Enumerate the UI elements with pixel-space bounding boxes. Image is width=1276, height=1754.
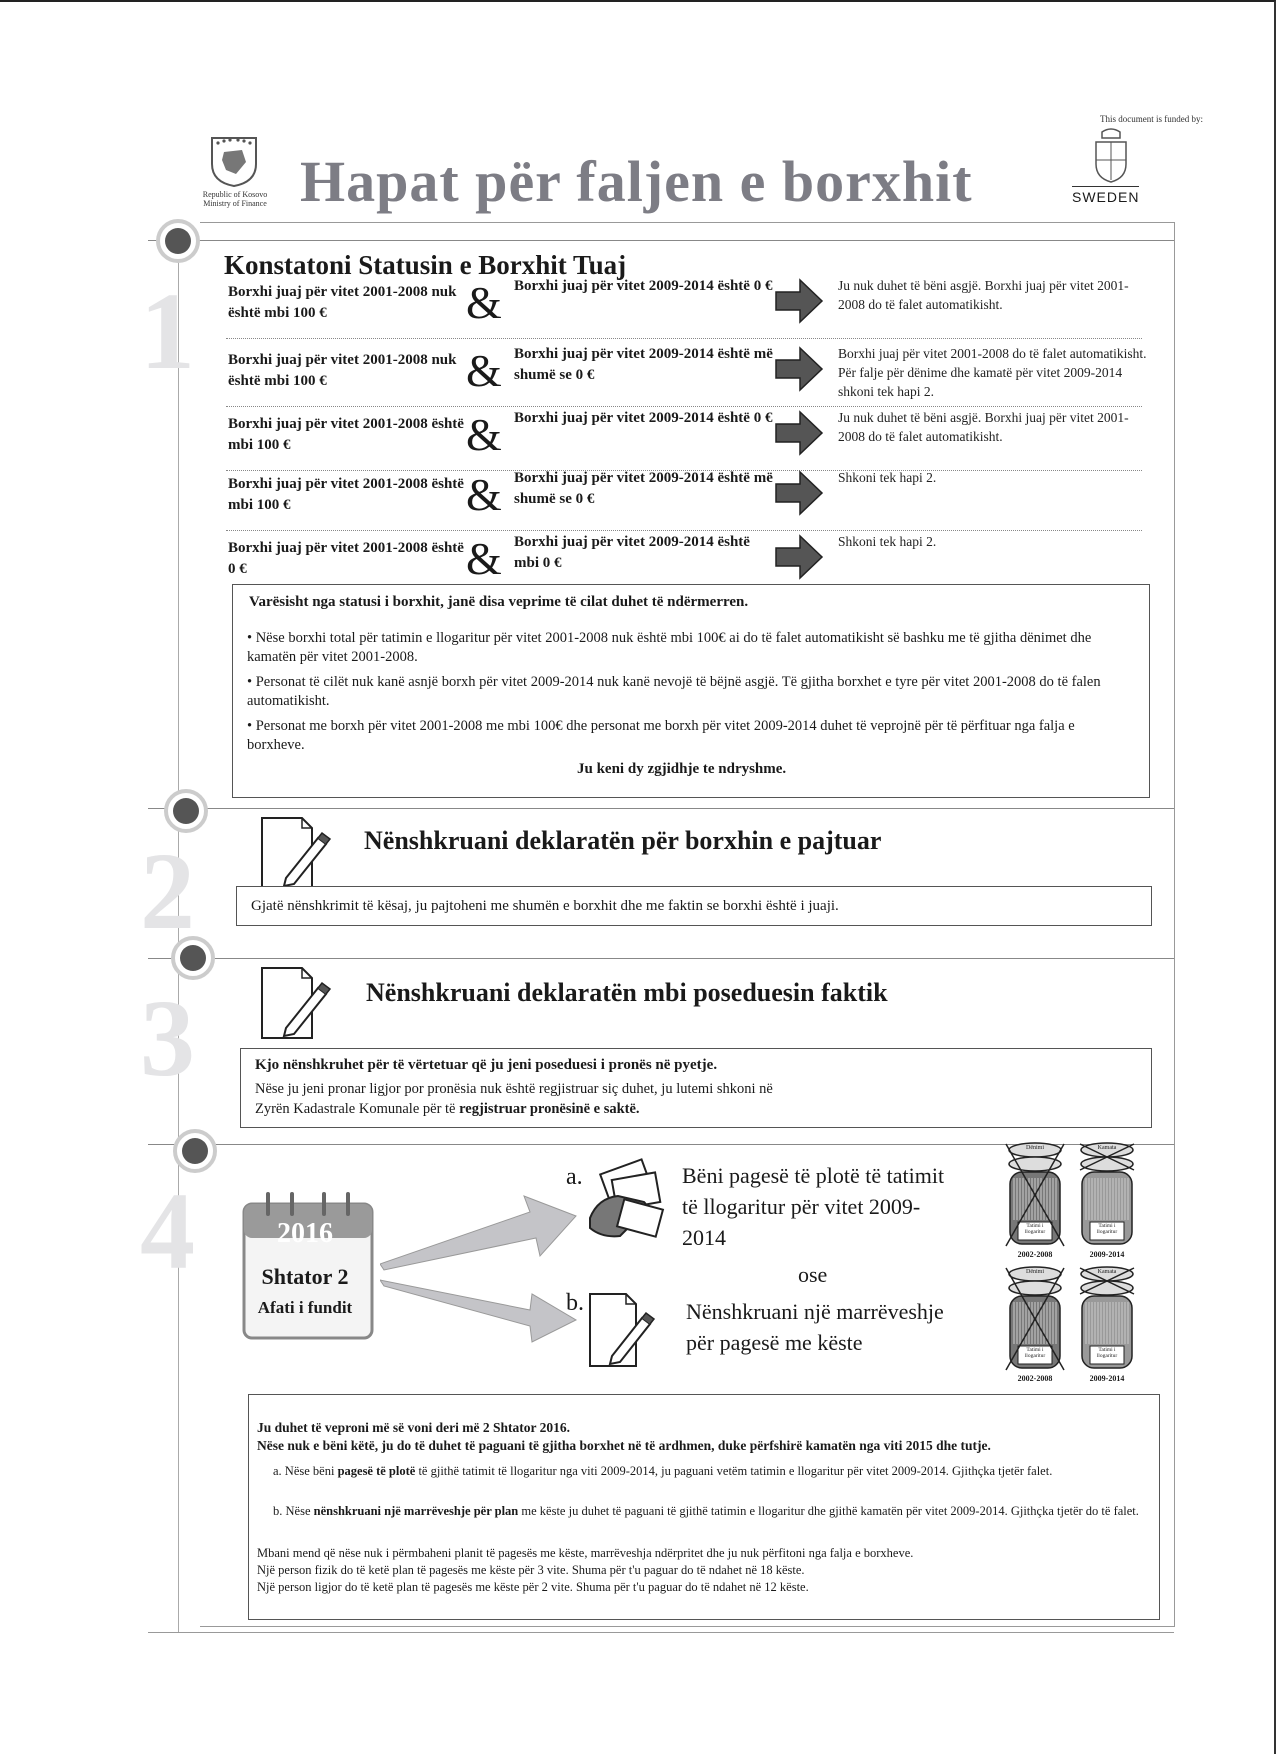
step3-note-line2: Zyrën Kadastrale Komunale për të regjistruar pronësinë e saktë. (255, 1101, 640, 1117)
jar-year-label: 2009-2014 (1089, 1250, 1125, 1259)
step-number-4: 4 (140, 1170, 195, 1292)
ministry-line-1: Republic of Kosovo (202, 190, 268, 199)
row-separator (226, 530, 1142, 531)
jar-year-label: 2002-2008 (1017, 1374, 1053, 1383)
jar-bottom-label: Tatimi i llogaritur (1096, 1347, 1118, 1359)
step1-divider (148, 240, 1174, 241)
jar-bottom-label: Tatimi i llogaritur (1024, 1347, 1046, 1359)
ampersand-symbol: & (466, 277, 502, 328)
jar-top-label: Dënimi (1026, 1145, 1044, 1151)
calendar-date: Shtator 2 (261, 1264, 349, 1289)
step4-info-box (248, 1394, 1160, 1620)
document-pencil-icon (256, 962, 336, 1044)
jar-year-label: 2002-2008 (1017, 1250, 1053, 1259)
or-text: ose (798, 1262, 828, 1287)
status-condition-2009-2014: Borxhi juaj për vitet 2009-2014 është 0 € (514, 410, 773, 426)
row-separator (226, 338, 1142, 339)
final-option-b: b. Nëse nënshkruani një marrëveshje për plan me këste ju duhet të paguani të gjithë tatimin e llogaritur dhe gjithë kamatën për vitet 2009-2014. Gjithçka tjetër do të falet. (273, 1504, 1139, 1518)
jar-bottom-label: Tatimi i llogaritur (1096, 1223, 1118, 1235)
right-arrow-icon (774, 346, 824, 392)
funded-by-label: This document is funded by: (1100, 114, 1203, 124)
status-condition-2001-2008: Borxhi juaj për vitet 2001-2008 nuk është mbi 100 € (228, 352, 457, 389)
option-b-label: b. (566, 1290, 584, 1316)
status-action: Ju nuk duhet të bëni asgjë. Borxhi juaj për vitet 2001-2008 do të falet automatikisht. (838, 410, 1129, 444)
info-bullet-2: • Personat të cilët nuk kanë asnjë borxh për vitet 2009-2014 nuk kanë nevojë të bëjnë asgjë. Të gjitha borxhet e tyre për vitet 2001-2008 do të falen automatikisht. (247, 674, 1101, 709)
step1-title: Konstatoni Statusin e Borxhit Tuaj (224, 250, 627, 280)
deadline-line-2: Nëse nuk e bëni këtë, ju do të duhet të paguani të gjitha borxhet në të ardhmen, duke përfshirë kamatën nga viti 2015 dhe tutje. (257, 1438, 991, 1453)
calendar-year: 2016 (277, 1218, 333, 1249)
jar-top-label: Kamata (1097, 1269, 1117, 1275)
jar-top-label: Kamata (1097, 1145, 1117, 1151)
step4-deadline-text (257, 1419, 1153, 1455)
status-condition-2001-2008: Borxhi juaj për vitet 2001-2008 është 0 € (228, 540, 464, 577)
right-arrow-icon (774, 410, 824, 456)
timeline-dot-1 (155, 218, 201, 264)
status-condition-2009-2014: Borxhi juaj për vitet 2009-2014 është më shumë se 0 € (514, 346, 773, 383)
info-bullet-1: • Nëse borxhi total për tatimin e llogaritur për vitet 2001-2008 nuk është mbi 100€ ai do të falet automatikisht së bashku me të gjitha dënimet dhe kamatën për vitet 2001-2008. (247, 630, 1092, 665)
ministry-line-2: Ministry of Finance (203, 199, 267, 208)
status-action: Borxhi juaj për vitet 2001-2008 do të falet automatikisht. Për falje për dënime dhe kamatë për vitet 2009-2014 shkoni tek hapi 2. (838, 346, 1147, 399)
page-title: Hapat për faljen e borxhit (300, 149, 973, 214)
document-pencil-icon (586, 1290, 658, 1372)
step1-info-box (232, 584, 1150, 798)
right-arrow-icon (774, 470, 824, 516)
step2-divider (148, 808, 1174, 809)
step3-title: Nënshkruani deklaratën mbi poseduesin faktik (366, 978, 888, 1007)
status-action: Shkoni tek hapi 2. (838, 470, 937, 485)
money-hand-icon (584, 1158, 676, 1246)
step3-note-line1: Nëse ju jeni pronar ligjor por pronësia nuk është regjistruar siç duhet, ju lutemi shkoni në (255, 1081, 773, 1097)
jar-year-label: 2009-2014 (1089, 1374, 1125, 1383)
info-bullet-3: • Personat me borxh për vitet 2001-2008 me mbi 100€ dhe personat me borxh për vitet 2009-2014 duhet të veprojnë për të përfituar nga falja e borxheve. (247, 718, 1075, 753)
sweden-crest-icon (1090, 126, 1132, 184)
step3-note-bold: Kjo nënshkruhet për të vërtetuar që ju jeni poseduesi i pronës në pyetje. (255, 1057, 718, 1073)
info-heading: Varësisht nga statusi i borxhit, janë disa veprime të cilat duhet të ndërmerren. (249, 594, 749, 610)
deadline-line-1: Ju duhet të veproni më së voni deri më 2 Shtator 2016. (257, 1420, 570, 1435)
step-number-1: 1 (140, 270, 195, 392)
info-footer: Ju keni dy zgjidhje te ndryshme. (577, 761, 787, 777)
jar-bottom-label: Tatimi i llogaritur (1024, 1223, 1046, 1235)
status-action: Ju nuk duhet të bëni asgjë. Borxhi juaj për vitet 2001-2008 do të falet automatikisht. (838, 278, 1129, 312)
step2-title: Nënshkruani deklaratën për borxhin e pajtuar (364, 826, 882, 855)
step-number-2: 2 (140, 830, 195, 952)
status-condition-2009-2014: Borxhi juaj për vitet 2009-2014 është më shumë se 0 € (514, 470, 773, 507)
final-note-1: Mbani mend që nëse nuk i përmbaheni planit të pagesës me këste, marrëveshja ndërpritet dhe ju nuk përfitoni nga falja e borxheve. (257, 1546, 914, 1560)
kosovo-emblem (208, 132, 260, 188)
step-number-3: 3 (140, 977, 195, 1099)
deadline-label: Afati i fundit (257, 1298, 353, 1317)
status-condition-2009-2014: Borxhi juaj për vitet 2009-2014 është 0 € (514, 278, 773, 294)
status-condition-2009-2014: Borxhi juaj për vitet 2009-2014 është mbi 0 € (514, 534, 750, 571)
ampersand-symbol: & (466, 345, 502, 396)
option-b-text: Nënshkruani një marrëveshje për pagesë me këste (686, 1299, 944, 1355)
bottom-line (148, 1632, 1174, 1633)
status-condition-2001-2008: Borxhi juaj për vitet 2001-2008 është mbi 100 € (228, 416, 464, 453)
ministry-name (190, 190, 280, 208)
ampersand-symbol: & (466, 469, 502, 520)
row-separator (226, 406, 1142, 407)
ampersand-symbol: & (466, 533, 502, 584)
ampersand-symbol: & (466, 409, 502, 460)
document-pencil-icon (256, 812, 336, 894)
jar-top-label: Dënimi (1026, 1269, 1044, 1275)
branch-arrows (380, 1190, 580, 1350)
final-note-3: Një person ligjor do të ketë plan të pagesës me këste për 2 vite. Shuma për t'u paguar do të ndahet në 12 këste. (257, 1580, 809, 1594)
sweden-label: SWEDEN (1072, 186, 1139, 205)
final-note-2: Një person fizik do të ketë plan të pagesës me këste për 3 vite. Shuma për t'u paguar do të ndahet në 18 këste. (257, 1563, 805, 1577)
status-condition-2001-2008: Borxhi juaj për vitet 2001-2008 nuk është mbi 100 € (228, 284, 457, 321)
status-action: Shkoni tek hapi 2. (838, 534, 937, 549)
step3-note-box (240, 1048, 1152, 1128)
status-condition-2001-2008: Borxhi juaj për vitet 2001-2008 është mbi 100 € (228, 476, 464, 513)
step3-divider (148, 958, 1174, 959)
final-option-a: a. Nëse bëni pagesë të plotë të gjithë tatimit të llogaritur nga viti 2009-2014, ju paguani vetëm tatimin e llogaritur për vitet 2009-2014. Gjithçka tjetër falet. (273, 1464, 1053, 1478)
option-a-label: a. (566, 1164, 583, 1190)
right-arrow-icon (774, 534, 824, 580)
final-notes (257, 1545, 1153, 1596)
step2-note-box (236, 886, 1152, 926)
step2-note: Gjatë nënshkrimit të kësaj, ju pajtoheni me shumën e borxhit dhe me faktin se borxhi është i juaji. (251, 898, 839, 914)
right-arrow-icon (774, 278, 824, 324)
option-a-text: Bëni pagesë të plotë të tatimit të llogaritur për vitet 2009-2014 (682, 1163, 945, 1250)
info-bullets (247, 629, 1127, 755)
